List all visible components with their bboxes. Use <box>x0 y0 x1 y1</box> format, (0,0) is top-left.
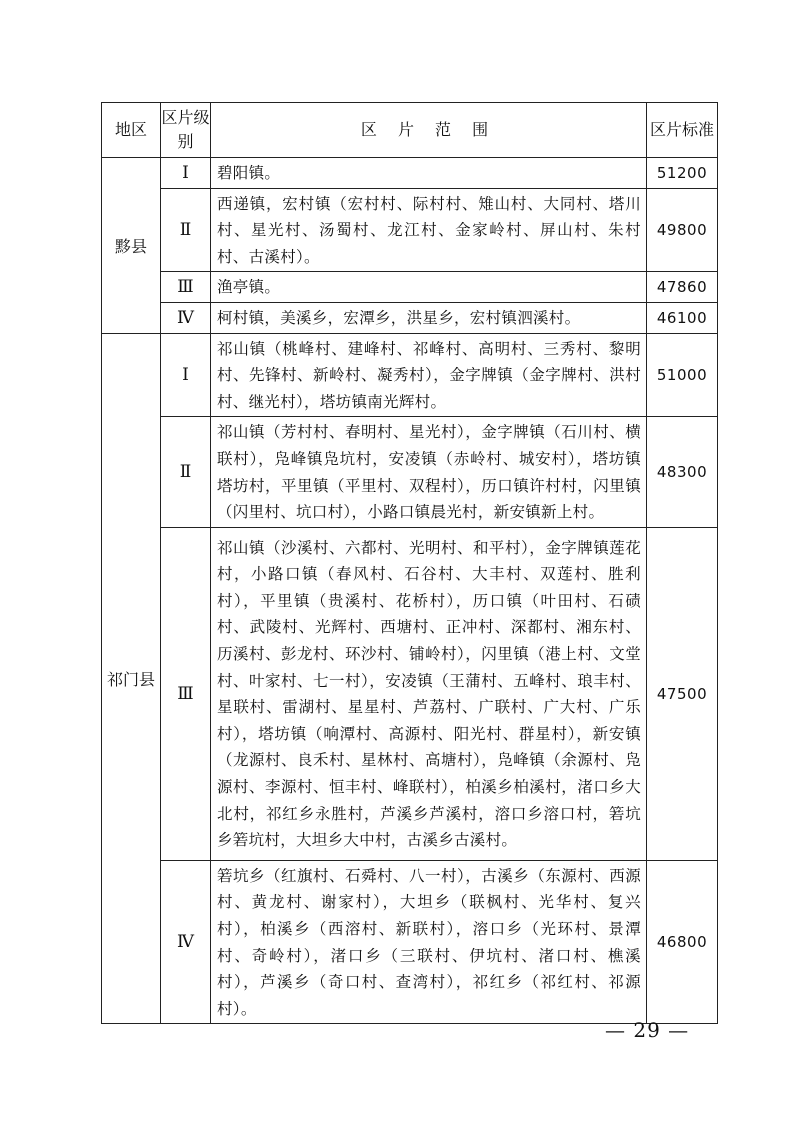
table-row <box>102 860 718 1024</box>
range-cell: 柯村镇，美溪乡，宏潭乡，洪星乡，宏村镇泗溪村。 <box>211 302 647 333</box>
header-level: 区片级别 <box>161 103 211 158</box>
table-header-row <box>102 103 718 158</box>
range-cell: 碧阳镇。 <box>211 158 647 189</box>
range-cell: 箬坑乡（红旗村、石舜村、八一村），古溪乡（东源村、西源村、黄龙村、谢家村），大坦乡（联枫村、光华村、复兴村），柏溪乡（西溶村、新联村），溶口乡（光环村、景潭村、奇岭村），渚口乡（三联村、伊坑村、渚口村、樵溪村），芦溪乡（奇口村、查湾村），祁红乡（祁红村、祁源村）。 <box>211 860 647 1024</box>
standard-cell: 46100 <box>647 302 718 333</box>
level-cell: Ⅳ <box>161 302 211 333</box>
standard-cell: 51000 <box>647 333 718 417</box>
region-name: 祁门县 <box>102 333 161 1024</box>
level-cell: Ⅱ <box>161 188 211 272</box>
level-cell: Ⅲ <box>161 527 211 860</box>
range-cell: 祁山镇（沙溪村、六都村、光明村、和平村），金字牌镇莲花村，小路口镇（春风村、石谷村、大丰村、双莲村、胜利村），平里镇（贵溪村、花桥村），历口镇（叶田村、石碛村、武陵村、光辉村、西塘村、正冲村、深都村、湘东村、历溪村、彭龙村、环沙村、铺岭村），闪里镇（港上村、文堂村、叶家村、七一村），安凌镇（王蒲村、五峰村、琅丰村、星联村、雷湖村、星星村、芦荔村、广联村、广大村、广乐村），塔坊镇（响潭村、高源村、阳光村、群星村），新安镇（龙源村、良禾村、星林村、高塘村），凫峰镇（余源村、凫源村、李源村、恒丰村、峰联村），柏溪乡柏溪村，渚口乡大北村，祁红乡永胜村，芦溪乡芦溪村，溶口乡溶口村，箬坑乡箬坑村，大坦乡大中村，古溪乡古溪村。 <box>211 527 647 860</box>
standard-cell: 49800 <box>647 188 718 272</box>
range-cell: 渔亭镇。 <box>211 272 647 303</box>
table-row <box>102 302 718 333</box>
standard-cell: 47860 <box>647 272 718 303</box>
table-row <box>102 333 718 417</box>
standard-cell: 51200 <box>647 158 718 189</box>
region-name: 黟县 <box>102 158 161 334</box>
table-row <box>102 272 718 303</box>
level-cell: Ⅰ <box>161 333 211 417</box>
table-row <box>102 417 718 527</box>
header-region: 地区 <box>102 103 161 158</box>
table-row <box>102 158 718 189</box>
standard-cell: 47500 <box>647 527 718 860</box>
range-cell: 祁山镇（桃峰村、建峰村、祁峰村、高明村、三秀村、黎明村、先锋村、新岭村、凝秀村），金字牌镇（金字牌村、洪村村、继光村），塔坊镇南光辉村。 <box>211 333 647 417</box>
header-standard: 区片标准 <box>647 103 718 158</box>
standard-cell: 46800 <box>647 860 718 1024</box>
range-cell: 西递镇，宏村镇（宏村村、际村村、雉山村、大同村、塔川村、星光村、汤蜀村、龙江村、金家岭村、屏山村、朱村村、古溪村）。 <box>211 188 647 272</box>
level-cell: Ⅰ <box>161 158 211 189</box>
land-price-table <box>101 102 718 1024</box>
level-cell: Ⅳ <box>161 860 211 1024</box>
level-cell: Ⅲ <box>161 272 211 303</box>
table-row <box>102 527 718 860</box>
table-row <box>102 188 718 272</box>
range-cell: 祁山镇（芳村村、春明村、星光村），金字牌镇（石川村、横联村），凫峰镇凫坑村，安凌镇（赤岭村、城安村），塔坊镇塔坊村，平里镇（平里村、双程村），历口镇许村村，闪里镇（闪里村、坑口村），小路口镇晨光村，新安镇新上村。 <box>211 417 647 527</box>
page-number: — 29 — <box>605 1018 690 1042</box>
header-range: 区 片 范 围 <box>211 103 647 158</box>
standard-cell: 48300 <box>647 417 718 527</box>
level-cell: Ⅱ <box>161 417 211 527</box>
